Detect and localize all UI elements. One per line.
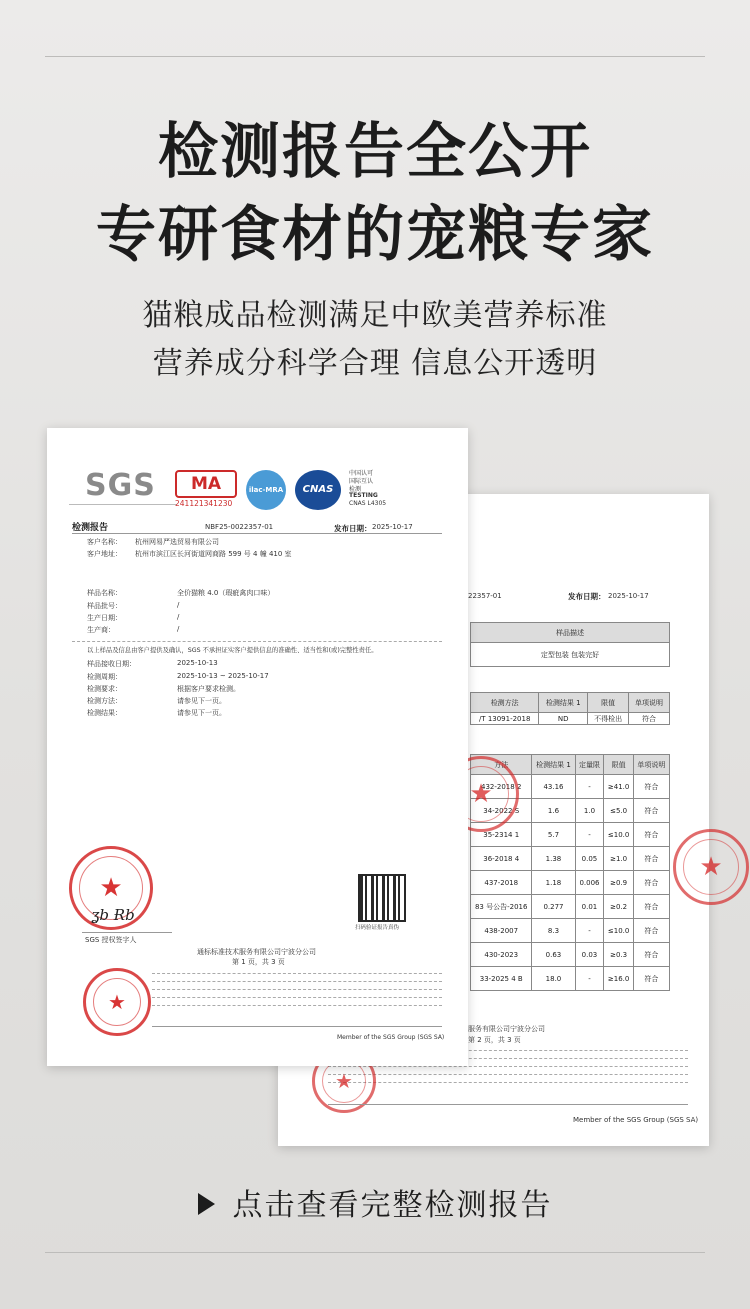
- table-cell: 1.18: [532, 871, 575, 895]
- view-full-report-link[interactable]: [0, 1180, 750, 1224]
- table-cell: 0.277: [532, 895, 575, 919]
- report-number: NBF25-0022357-01: [205, 523, 274, 531]
- table-cell: 0.03: [575, 943, 604, 967]
- req-value: 根据客户要求检测。: [177, 685, 240, 693]
- back-page: 第 2 页，共 3 页: [468, 1036, 521, 1044]
- t2-header: 限值: [604, 755, 633, 775]
- recv-value: 2025-10-13: [177, 659, 218, 667]
- table-cell: 符合: [633, 943, 669, 967]
- table-cell: 0.01: [575, 895, 604, 919]
- table-cell: 432-2018 2: [471, 775, 532, 799]
- signature: ʓb Ɍb: [91, 906, 135, 924]
- table-cell: -: [575, 919, 604, 943]
- member-text: Member of the SGS Group (SGS SA): [337, 1034, 445, 1041]
- results-table-1: [470, 692, 670, 725]
- table-cell: 1.0: [575, 799, 604, 823]
- table-cell: 36-2018 4: [471, 847, 532, 871]
- qr-caption: 扫码验证报告真伪: [355, 925, 400, 931]
- cnas-text: TESTING: [349, 492, 378, 499]
- method-value: 请参见下一页。: [177, 697, 226, 705]
- table-cell: ≥16.0: [604, 967, 633, 991]
- fine-print-line: [328, 1066, 688, 1067]
- fine-print-line: [152, 981, 442, 982]
- disclaimer: 以上样品及信息由客户提供及确认，SGS 不承担证实客户提供信息的准确性、适当性和(或)完整性责任。: [87, 647, 378, 654]
- issue-date-label: 发布日期：: [334, 524, 372, 533]
- cnas-text: 检测: [349, 486, 362, 493]
- fine-print-line: [328, 1082, 688, 1083]
- recv-label: 样品接收日期：: [87, 660, 136, 668]
- table-cell: 符合: [633, 895, 669, 919]
- table-row: [471, 967, 670, 991]
- headline-line1: 检测报告全公开: [158, 117, 592, 187]
- table-cell: 0.05: [575, 847, 604, 871]
- signature-line: [82, 932, 172, 933]
- table-row: [471, 847, 670, 871]
- table-cell: 符合: [633, 871, 669, 895]
- sample-desc-table: [470, 622, 670, 667]
- table-cell: -: [575, 775, 604, 799]
- page-number: 第 1 页，共 3 页: [232, 958, 285, 966]
- t2-header: 单项说明: [633, 755, 669, 775]
- period-value: 2025-10-13 ~ 2025-10-17: [177, 672, 269, 680]
- inspection-stamp: ★: [69, 846, 153, 930]
- cta-label: 点击查看完整检测报告: [232, 1188, 553, 1223]
- issue-date-label: 发布日期：: [568, 592, 606, 601]
- table-cell: 33-2025 4 B: [471, 967, 532, 991]
- company-name: 通标标准技术服务有限公司宁波分公司: [197, 948, 316, 956]
- t1-cell: 符合: [629, 713, 670, 725]
- inspection-stamp-right: ★: [673, 829, 749, 905]
- company-stamp: ★: [83, 968, 151, 1036]
- table-cell: 符合: [633, 847, 669, 871]
- company-stamp: ★: [312, 1049, 376, 1113]
- table-cell: 1.6: [532, 799, 575, 823]
- table-cell: ≤10.0: [604, 823, 633, 847]
- address-value: 杭州市滨江区长河街道网商路 599 号 4 幢 410 室: [135, 550, 292, 558]
- desc-value: 定型包装 包装完好: [471, 643, 670, 667]
- maker-label: 生产商：: [87, 626, 115, 634]
- footer-line: [328, 1104, 688, 1105]
- batch-value: /: [177, 601, 180, 609]
- section-divider: [72, 641, 442, 642]
- table-cell: 1.38: [532, 847, 575, 871]
- back-company: 服务有限公司宁波分公司: [468, 1025, 545, 1033]
- fine-print-line: [152, 997, 442, 998]
- table-cell: 符合: [633, 823, 669, 847]
- t2-header: 方法: [471, 755, 532, 775]
- table-cell: ≥1.0: [604, 847, 633, 871]
- inspection-stamp: ★: [443, 756, 519, 832]
- qr-code[interactable]: [358, 874, 406, 922]
- fine-print-line: [152, 989, 442, 990]
- back-member: Member of the SGS Group (SGS SA): [573, 1116, 699, 1124]
- subtitle-line2: 营养成分科学合理 信息公开透明: [152, 346, 598, 381]
- table-cell: ≥0.2: [604, 895, 633, 919]
- report-title: 检测报告: [72, 523, 109, 533]
- prod-date-label: 生产日期：: [87, 614, 122, 622]
- batch-label: 样品批号：: [87, 602, 122, 610]
- cnas-text: 国际互认: [349, 478, 374, 485]
- table-cell: 符合: [633, 775, 669, 799]
- cnas-text: 中国认可: [349, 470, 374, 477]
- header-line: [72, 533, 442, 534]
- table-cell: ≥41.0: [604, 775, 633, 799]
- cnas-logo: CNAS: [295, 470, 341, 510]
- req-label: 检测要求：: [87, 685, 122, 693]
- t1-cell: ND: [539, 713, 588, 725]
- table-row: [471, 919, 670, 943]
- address-label: 客户地址：: [87, 550, 122, 558]
- t1-header: 限值: [588, 693, 629, 713]
- desc-header: 样品描述: [471, 623, 670, 643]
- table-cell: ≥0.3: [604, 943, 633, 967]
- ma-logo: MA: [175, 470, 237, 498]
- table-cell: 438-2007: [471, 919, 532, 943]
- table-cell: -: [575, 967, 604, 991]
- t1-header: 检测结果 1: [539, 693, 588, 713]
- report-page-1[interactable]: [47, 428, 468, 1066]
- issue-date: 2025-10-17: [372, 523, 413, 531]
- table-cell: 34-2022 S: [471, 799, 532, 823]
- table-cell: 18.0: [532, 967, 575, 991]
- table-row: [471, 943, 670, 967]
- fine-print-line: [328, 1074, 688, 1075]
- table-cell: 0.63: [532, 943, 575, 967]
- client-label: 客户名称：: [87, 538, 122, 546]
- table-cell: 符合: [633, 919, 669, 943]
- prod-date-value: /: [177, 613, 180, 621]
- table-cell: 437-2018: [471, 871, 532, 895]
- table-row: [471, 895, 670, 919]
- ma-number: 241121341230: [175, 499, 233, 508]
- sgs-logo: SGS: [85, 468, 156, 503]
- t2-header: 定量限: [575, 755, 604, 775]
- fine-print-line: [152, 1005, 442, 1006]
- period-label: 检测周期：: [87, 673, 122, 681]
- client-value: 杭州网易严选贸易有限公司: [135, 538, 219, 546]
- subtitle-line1: 猫粮成品检测满足中欧美营养标准: [142, 298, 608, 333]
- method-label: 检测方法：: [87, 697, 122, 705]
- table-cell: 8.3: [532, 919, 575, 943]
- table-cell: ≥0.9: [604, 871, 633, 895]
- ilac-logo: ilac-MRA: [246, 470, 286, 510]
- t1-header: 单项说明: [629, 693, 670, 713]
- signer-label: SGS 授权签字人: [85, 936, 137, 944]
- table-cell: 符合: [633, 967, 669, 991]
- footer-line: [152, 1026, 442, 1027]
- bottom-divider: [45, 1252, 705, 1253]
- headline-line2: 专研食材的宠粮专家: [96, 200, 654, 270]
- table-cell: 5.7: [532, 823, 575, 847]
- issue-date: 2025-10-17: [608, 592, 649, 600]
- t1-cell: 不得检出: [588, 713, 629, 725]
- table-cell: 0.006: [575, 871, 604, 895]
- result-label: 检测结果：: [87, 709, 122, 717]
- cnas-text: CNAS L4305: [349, 500, 387, 507]
- table-cell: 符合: [633, 799, 669, 823]
- sample-value: 全价猫粮 4.0（瑕疵禽肉口味）: [177, 589, 275, 597]
- sample-label: 样品名称：: [87, 589, 122, 597]
- logo-rule: [69, 504, 177, 505]
- table-cell: 35-2314 1: [471, 823, 532, 847]
- top-divider: [45, 56, 705, 57]
- fine-print-line: [152, 973, 442, 974]
- result-value: 请参见下一页。: [177, 709, 226, 717]
- table-row: [471, 871, 670, 895]
- play-triangle-icon: [198, 1193, 215, 1215]
- t1-header: 检测方法: [471, 693, 539, 713]
- table-cell: -: [575, 823, 604, 847]
- maker-value: /: [177, 625, 180, 633]
- table-cell: 43.16: [532, 775, 575, 799]
- t2-header: 检测结果 1: [532, 755, 575, 775]
- table-cell: ≤5.0: [604, 799, 633, 823]
- t1-cell: /T 13091-2018: [471, 713, 539, 725]
- table-cell: 83 号公告-2016: [471, 895, 532, 919]
- report-number: 22357-01: [468, 592, 502, 600]
- table-cell: 430-2023: [471, 943, 532, 967]
- table-cell: ≤10.0: [604, 919, 633, 943]
